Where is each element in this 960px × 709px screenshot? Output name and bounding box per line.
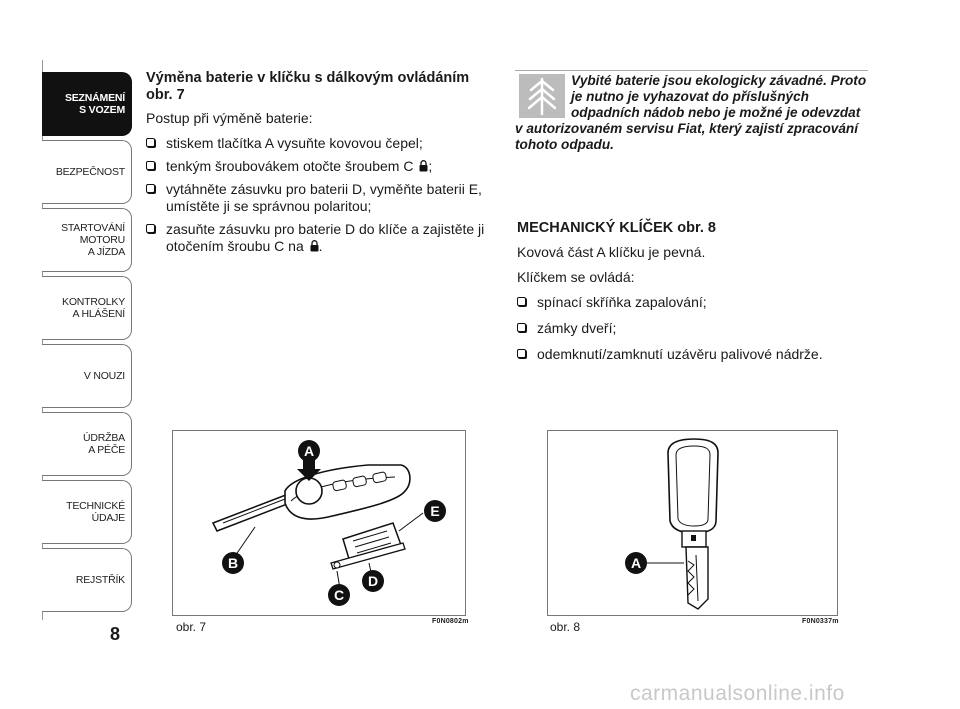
list-item: spínací skříňka zapalování; — [517, 294, 877, 311]
body-text: Klíčkem se ovládá: — [517, 269, 635, 285]
label-b: B — [227, 555, 239, 571]
tab-v-nouzi[interactable]: V NOUZI — [42, 344, 132, 408]
figure-8-code: F0N0337m — [802, 618, 839, 625]
tab-bezpecnost[interactable]: BEZPEČNOST — [42, 140, 132, 204]
list-item: tenkým šroubovákem otočte šroubem C ; — [146, 158, 491, 175]
intro-text: Postup při výměně baterie: — [146, 110, 313, 126]
figure-7-caption: obr. 7 — [176, 620, 207, 634]
page-number: 8 — [110, 624, 121, 644]
figure-7-code: F0N0802m — [432, 618, 469, 625]
list-item: zasuňte zásuvku pro baterie D do klíče a zajistěte ji otočením šroubu C na . — [146, 221, 491, 255]
list-item: zámky dveří; — [517, 320, 877, 337]
screw-lock-icon — [310, 240, 319, 252]
label-a: A — [303, 443, 315, 459]
section-heading: Výměna baterie v klíčku s dálkovým ovládáním obr. 7 — [146, 70, 470, 103]
usage-list — [517, 294, 877, 363]
figure-8-mechanical-key — [547, 430, 838, 616]
right-column — [517, 220, 877, 369]
list-item: stiskem tlačítka A vysuňte kovovou čepel; — [146, 135, 491, 152]
figure-8-caption: obr. 8 — [550, 620, 581, 634]
tab-kontrolky[interactable]: KONTROLKY A HLÁŠENÍ — [42, 276, 132, 340]
tab-rejstrik[interactable]: REJSTŘÍK — [42, 548, 132, 612]
note-rule — [515, 70, 868, 71]
mechanical-key-heading: MECHANICKÝ KLÍČEK obr. 8 — [517, 220, 716, 236]
battery-note: Vybité baterie jsou ekologicky závadné. Proto je nutno je vyhazovat do příslušných odpadních nádob nebo je možné je odevzdat v autorizovaném servisu Fiat, který zajistí zpracování tohoto odpadu. — [515, 73, 867, 152]
left-column — [146, 70, 491, 261]
tab-startovani-motoru[interactable]: STARTOVÁNÍ MOTORU A JÍZDA — [42, 208, 132, 272]
tab-seznameni-s-vozem[interactable]: SEZNÁMENÍ S VOZEM — [42, 72, 132, 136]
screw-lock-icon — [419, 160, 428, 172]
watermark: carmanualsonline.info — [630, 682, 845, 705]
figure-7-remote-key — [172, 430, 466, 616]
label-e: E — [430, 503, 440, 519]
list-item: odemknutí/zamknutí uzávěru palivové nádrže. — [517, 346, 877, 363]
label-d: D — [367, 573, 379, 589]
list-item: vytáhněte zásuvku pro baterii D, vyměňte baterii E, umístěte ji se správnou polaritou; — [146, 181, 491, 215]
body-text: Kovová část A klíčku je pevná. — [517, 244, 706, 260]
steps-list — [146, 135, 491, 255]
label-c: C — [333, 587, 345, 603]
label-a: A — [630, 555, 642, 571]
tab-udrzba[interactable]: ÚDRŽBA A PÉČE — [42, 412, 132, 476]
tab-technicke-udaje[interactable]: TECHNICKÉ ÚDAJE — [42, 480, 132, 544]
